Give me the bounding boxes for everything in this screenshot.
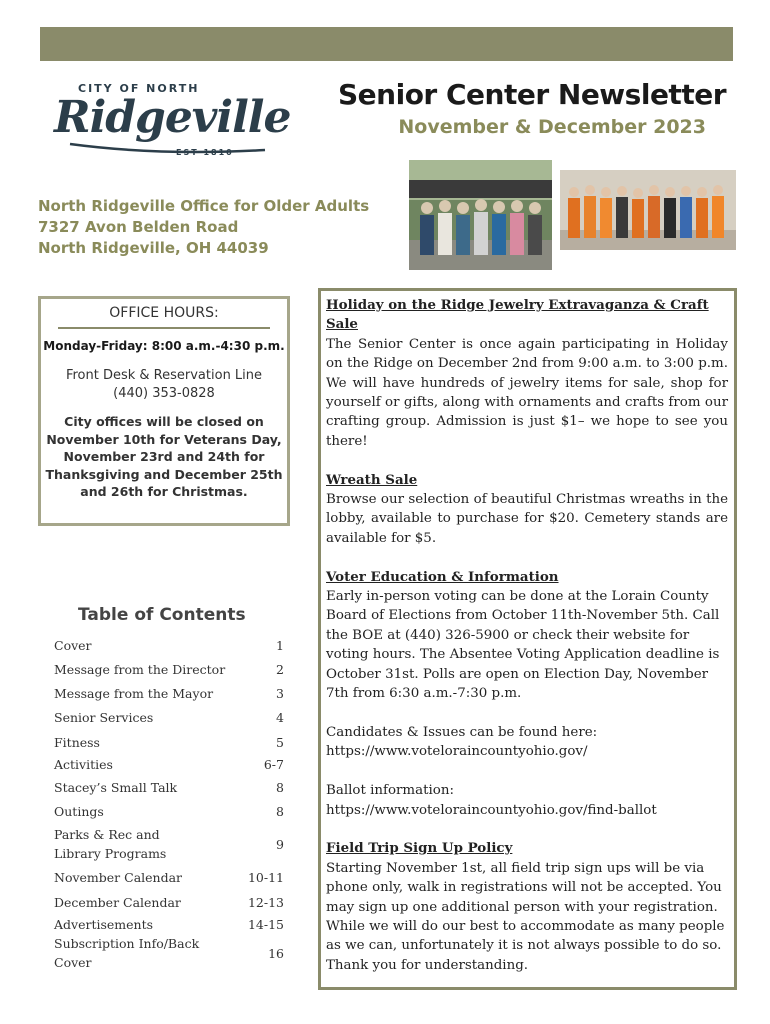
office-hours-title: OFFICE HOURS: [109,305,219,321]
toc-page: 14-15 [247,917,284,932]
ballot-link[interactable]: https://www.voteloraincountyohio.gov/find-ballot [326,802,657,818]
toc-label: Subscription Info/Back Cover [54,936,200,970]
office-address [38,196,369,259]
toc-label: November Calendar [54,870,183,885]
toc-row [54,914,284,935]
article-body-voter: Early in-person voting can be done at the Lorain County Board of Elections from October 11th-November 5th. Call the BOE at (440) 326-5900 or check their website for voting hours. The Absentee Voting Application deadline is October 31st. Polls are open on Election Day, November 7th from 6:30 a.m.-7:30 p.m. [326,589,720,702]
toc-label: Message from the Mayor [54,685,214,701]
toc-label: Cover [54,638,92,653]
toc-page: 1 [276,638,284,653]
toc-page: 8 [276,780,284,795]
group-photo-indoor [560,170,736,250]
office-city: North Ridgeville, OH 44039 [38,239,269,257]
toc-page: 6-7 [263,757,284,772]
toc-page: 2 [276,661,284,677]
page-title: Senior Center Newsletter [338,78,726,111]
group-photo-outdoor [409,160,552,270]
article-heading-wreath: Wreath Sale [326,471,418,488]
office-hours-days: Monday-Friday: 8:00 a.m.-4:30 p.m. [43,339,285,353]
toc-row [54,705,284,730]
toc-label: December Calendar [54,894,181,910]
toc-page: 5 [276,734,284,750]
toc-label: Parks & Rec and Library Programs [54,827,167,861]
toc-row [54,730,284,754]
toc-title: Table of Contents [78,605,246,625]
article-heading-field-trip: Field Trip Sign Up Policy [326,840,513,857]
ballot-label: Ballot information: [326,783,454,799]
toc-row [54,775,284,800]
toc-label: Stacey’s Small Talk [54,780,178,795]
toc-row [54,657,284,681]
toc-page: 9 [276,836,284,852]
article-body-wreath: Browse our selection of beautiful Christmas wreaths in the lobby, available to purchase for $20. Cemetery stands are available for $5. [326,492,728,546]
toc-page: 4 [276,710,284,725]
front-desk-phone: (440) 353-0828 [113,386,215,401]
divider [58,327,270,329]
candidates-link[interactable]: https://www.voteloraincountyohio.gov/ [326,744,588,760]
front-desk-label: Front Desk & Reservation Line [65,368,263,383]
candidates-label: Candidates & Issues can be found here: [326,724,598,740]
table-of-contents [54,634,284,971]
toc-row [54,754,284,775]
toc-page: 10-11 [247,870,284,885]
toc-page: 3 [276,685,284,701]
toc-page: 12-13 [247,894,284,910]
toc-row [54,800,284,823]
city-logo [50,80,291,170]
toc-row [54,935,284,971]
toc-row [54,865,284,890]
toc-label: Activities [54,757,113,772]
office-name: North Ridgeville Office for Older Adults [38,197,370,215]
front-desk-info [41,367,287,403]
article-body-holiday: The Senior Center is once again participating in Holiday on the Ridge on December 2nd from 9:00 a.m. to 3:00 p.m. We will have hundreds of jewelry items for sale, shop for yourself or gifts, along with ornaments and crafts from our crafting group. Admission is just $1– we hope to see you there! [326,336,728,449]
toc-label: Fitness [54,734,100,750]
header-bar [40,27,733,61]
toc-label: Advertisements [54,917,154,932]
logo-name: Ridgeville [54,92,291,143]
toc-label: Senior Services [54,710,154,725]
toc-label: Message from the Director [54,661,226,677]
article-heading-voter: Voter Education & Information [326,568,559,585]
logo-city-text: CITY OF NORTH [78,82,200,95]
toc-row [54,634,284,657]
toc-row [54,890,284,914]
toc-page: 16 [268,945,284,961]
toc-row [54,823,284,865]
toc-row [54,681,284,705]
office-street: 7327 Avon Belden Road [38,218,239,236]
closure-notice: City offices will be closed on November 10th for Veterans Day, November 23rd and 24th for Thanksgiving and December 25th and 26th for Christmas. [45,414,283,499]
toc-page: 8 [276,804,284,819]
article-heading-holiday: Holiday on the Ridge Jewelry Extravaganza & Craft Sale [326,297,709,333]
page-subtitle: November & December 2023 [398,116,706,138]
logo-est: EST 1810 [176,148,234,157]
articles-box [318,288,737,990]
article-body-field-trip: Starting November 1st, all field trip sign ups will be via phone only, walk in registrations will not be accepted. You may sign up one additional person with your registration. While we will do our best to accommodate as many people as we can, unfortunately it is not always possible to do so. Thank you for understanding. [326,860,725,973]
logo-swoosh-icon [50,136,270,156]
toc-label: Outings [54,804,104,819]
office-hours-box [38,296,290,526]
